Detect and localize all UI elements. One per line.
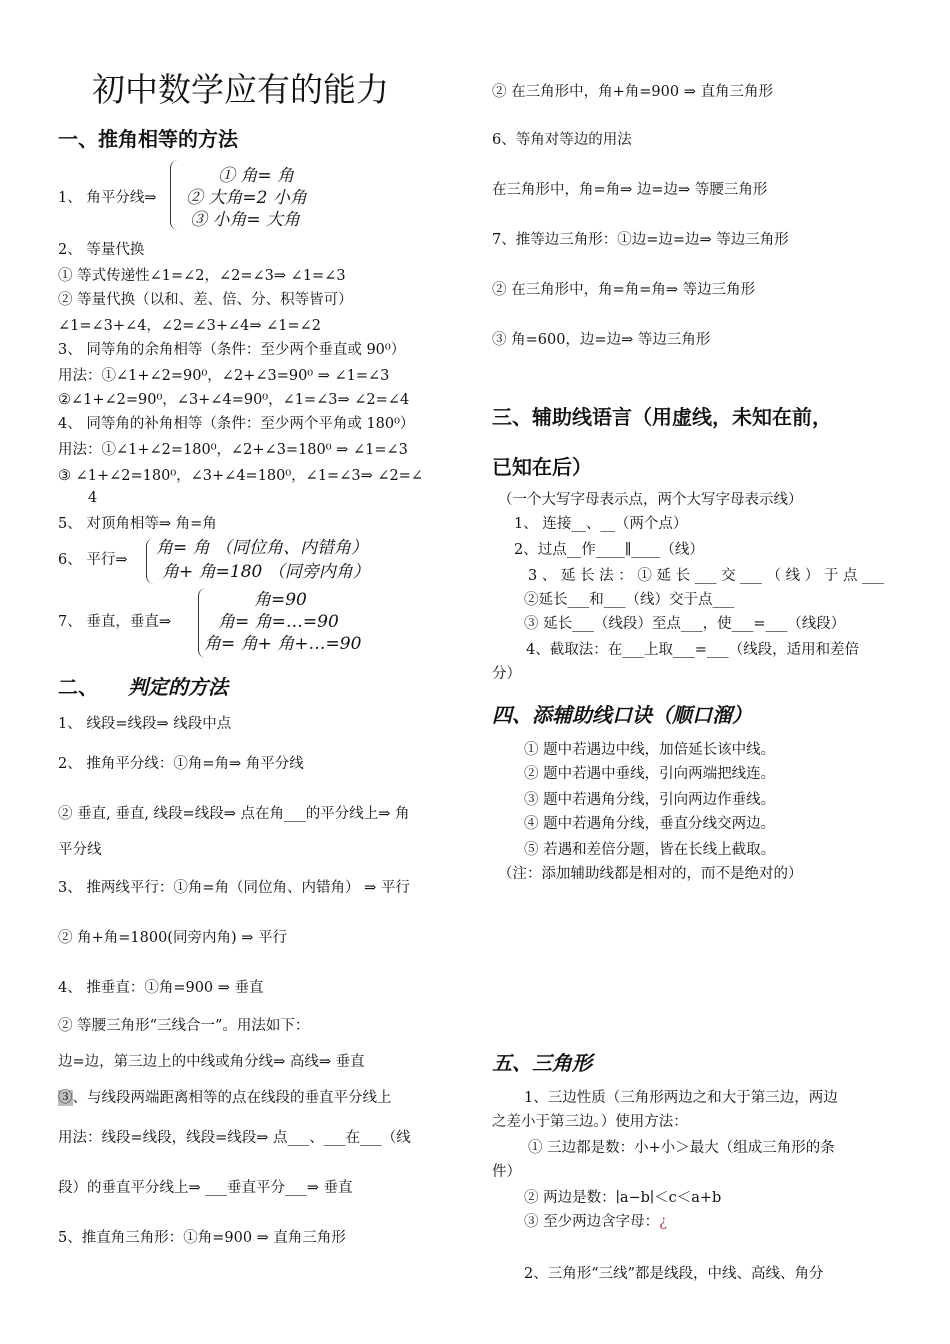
item-complementary-usage-1: 用法：①∠1+∠2=90⁰，∠2+∠3=90⁰ ⇒ ∠1=∠3 xyxy=(58,368,390,384)
item-prove-perpendicular-usage: 边=边，第三边上的中线或角分线⇒ 高线⇒ 垂直 xyxy=(58,1054,365,1070)
brace-icon xyxy=(146,538,156,584)
item-equilateral-2: ② 在三角形中，角=角=角⇒ 等边三角形 xyxy=(492,282,756,298)
item-supplementary-usage-2: ③ ∠1+∠2=180⁰，∠3+∠4=180⁰，∠1=∠3⇒ ∠2=∠ xyxy=(58,468,424,484)
rhyme-note: （注：添加辅助线都是相对的，而不是绝对的） xyxy=(498,866,803,882)
rhyme-line-5: ⑤ 若遇和差倍分题，皆在长线上截取。 xyxy=(524,842,776,858)
item-triangle-sides-cont: 之差小于第三边。）使用方法： xyxy=(492,1114,688,1130)
item-prove-perpendicular-1: 4、 推垂直：①角=900 ⇒ 垂直 xyxy=(58,980,264,996)
rhyme-line-1: ① 题中若遇边中线，加倍延长该中线。 xyxy=(524,742,776,758)
item-perpendicular-case-3: 角= 角+ 角+…=90 xyxy=(204,634,362,654)
item-equal-angles-equal-sides: 6、等角对等边的用法 xyxy=(492,132,632,148)
item-prove-parallel-1: 3、 推两线平行：①角=角（同位角、内错角） ⇒ 平行 xyxy=(58,880,410,896)
item-intercept-cont: 分） xyxy=(492,666,521,682)
item-connect: 1、 连接__、__（两个点） xyxy=(514,516,688,532)
item-transitivity: ① 等式传递性∠1=∠2，∠2=∠3⇒ ∠1=∠3 xyxy=(58,268,346,284)
item-parallel-label: 6、 平行⇒ xyxy=(58,552,128,568)
garbled-glyph: ¿ xyxy=(659,1214,667,1230)
item-prove-bisector-1: 2、 推角平分线：①角=角⇒ 角平分线 xyxy=(58,756,304,772)
item-auxiliary-note: （一个大写字母表示点，两个大写字母表示线） xyxy=(498,492,803,508)
item-parallel-case-1: 角= 角 （同位角、内错角） xyxy=(156,538,369,558)
item-prove-right-triangle: 5、推直角三角形：①角=900 ⇒ 直角三角形 xyxy=(58,1230,346,1246)
rhyme-line-2: ② 题中若遇中垂线，引向两端把线连。 xyxy=(524,766,776,782)
item-midpoint: 1、 线段=线段⇒ 线段中点 xyxy=(58,716,232,732)
item-parallel-case-2: 角+ 角=180 （同旁内角） xyxy=(162,562,370,582)
item-prove-perpendicular-2: ② 等腰三角形“三线合一”。用法如下： xyxy=(58,1018,310,1034)
item-substitution: 2、 等量代换 xyxy=(58,242,145,258)
section-heading-4: 四、添辅助线口诀（顺口溜） xyxy=(492,703,752,727)
rhyme-line-3: ③ 题中若遇角分线，引向两边作垂线。 xyxy=(524,792,776,808)
rhyme-line-4: ④ 题中若遇角分线，垂直分线交两边。 xyxy=(524,816,776,832)
item-two-sides-numbers: ② 两边是数：∣a−b∣＜c＜a+b xyxy=(524,1190,722,1206)
item-sides-numbers: ① 三边都是数：小+小＞最大（组成三角形的条 xyxy=(528,1140,835,1156)
section-heading-2 xyxy=(58,674,228,700)
item-angle-bisector-case-2: ② 大角=2 小角 xyxy=(186,188,307,208)
section-heading-1-text: 一、推角相等的方法 xyxy=(58,127,238,151)
item-equivalent-substitution: ② 等量代换（以和、差、倍、分、积等皆可） xyxy=(58,292,353,308)
item-sides-letters-text: ③ 至少两边含字母： xyxy=(524,1214,660,1230)
item-supplementary-usage-1: 用法：①∠1+∠2=180⁰，∠2+∠3=180⁰ ⇒ ∠1=∠3 xyxy=(58,442,408,458)
item-angle-bisector-label: 1、 角平分线⇒ xyxy=(58,190,157,206)
item-perpendicular-bisector xyxy=(58,1088,392,1108)
section-heading-5: 五、三角形 xyxy=(492,1051,592,1075)
item-perpendicular-label: 7、 垂直，垂直⇒ xyxy=(58,614,171,630)
item-supplementary-angles: 4、 同等角的补角相等（条件：至少两个平角或 180⁰） xyxy=(58,416,415,432)
section-heading-3-line-2: 已知在后） xyxy=(492,455,592,479)
item-prove-bisector-2-cont: 平分线 xyxy=(58,842,102,858)
item-equilateral-1: 7、推等边三角形：①边=边=边⇒ 等边三角形 xyxy=(492,232,789,248)
item-complementary-angles: 3、 同等角的余角相等（条件：至少两个垂直或 90⁰） xyxy=(58,342,406,358)
item-sides-letters xyxy=(524,1212,667,1232)
item-isosceles: 在三角形中，角=角⇒ 边=边⇒ 等腰三角形 xyxy=(492,182,768,198)
item-perpendicular-bisector-text: 、与线段两端距离相等的点在线段的垂直平分线上 xyxy=(72,1090,392,1106)
highlight-marker: ③ xyxy=(58,1090,73,1106)
item-extend-3: ③ 延长___（线段）至点___，使___=___（线段） xyxy=(524,616,846,632)
section-heading-3-line-1: 三、辅助线语言（用虚线，未知在前， xyxy=(492,405,832,429)
item-perpendicular-bisector-usage: 用法：线段=线段，线段=线段⇒ 点___、___在___（线 xyxy=(58,1130,411,1146)
item-intercept: 4、截取法：在___上取___=___（线段，适用和差倍 xyxy=(526,642,860,658)
item-perpendicular-bisector-usage-cont: 段）的垂直平分线上⇒ ___垂直平分___⇒ 垂直 xyxy=(58,1180,353,1196)
item-angle-bisector-case-3: ③ 小角= 大角 xyxy=(190,210,301,230)
item-supplementary-usage-2-cont: 4 xyxy=(88,490,98,506)
item-triangle-three-lines: 2、三角形“三线”都是线段，中线、高线、角分 xyxy=(524,1266,824,1282)
item-extend-2: ②延长___和___（线）交于点___ xyxy=(524,592,735,608)
section-heading-2-text: 判定的方法 xyxy=(128,675,228,699)
item-right-triangle-2: ② 在三角形中，角+角=900 ⇒ 直角三角形 xyxy=(492,84,773,100)
item-complementary-usage-2: ②∠1+∠2=90⁰，∠3+∠4=90⁰，∠1=∠3⇒ ∠2=∠4 xyxy=(58,392,410,408)
item-angle-bisector-case-1: ① 角= 角 xyxy=(218,166,295,186)
page-title: 初中数学应有的能力 xyxy=(92,70,389,109)
section-heading-2-number: 二、 xyxy=(58,675,98,699)
item-perpendicular-case-1: 角=90 xyxy=(254,590,307,610)
item-equilateral-3: ③ 角=600，边=边⇒ 等边三角形 xyxy=(492,332,711,348)
item-extend-1: 3 、 延 长 法 ： ① 延 长 ___ 交 ___ （ 线 ） 于 点 ___ xyxy=(528,568,884,584)
item-sides-numbers-cont: 件） xyxy=(492,1164,521,1180)
item-substitution-example: ∠1=∠3+∠4，∠2=∠3+∠4⇒ ∠1=∠2 xyxy=(58,318,322,334)
item-draw-through-point: 2、过点__作____∥____（线） xyxy=(514,542,704,558)
item-vertical-angles: 5、 对顶角相等⇒ 角=角 xyxy=(58,516,217,532)
item-triangle-sides: 1、三边性质（三角形两边之和大于第三边，两边 xyxy=(524,1090,838,1106)
brace-icon xyxy=(170,160,181,230)
item-prove-parallel-2: ② 角+角=1800(同旁内角) ⇒ 平行 xyxy=(58,930,287,946)
section-heading-1 xyxy=(58,126,238,152)
item-perpendicular-case-2: 角= 角=…=90 xyxy=(218,612,339,632)
item-prove-bisector-2: ② 垂直, 垂直, 线段=线段⇒ 点在角___的平分线上⇒ 角 xyxy=(58,806,410,822)
